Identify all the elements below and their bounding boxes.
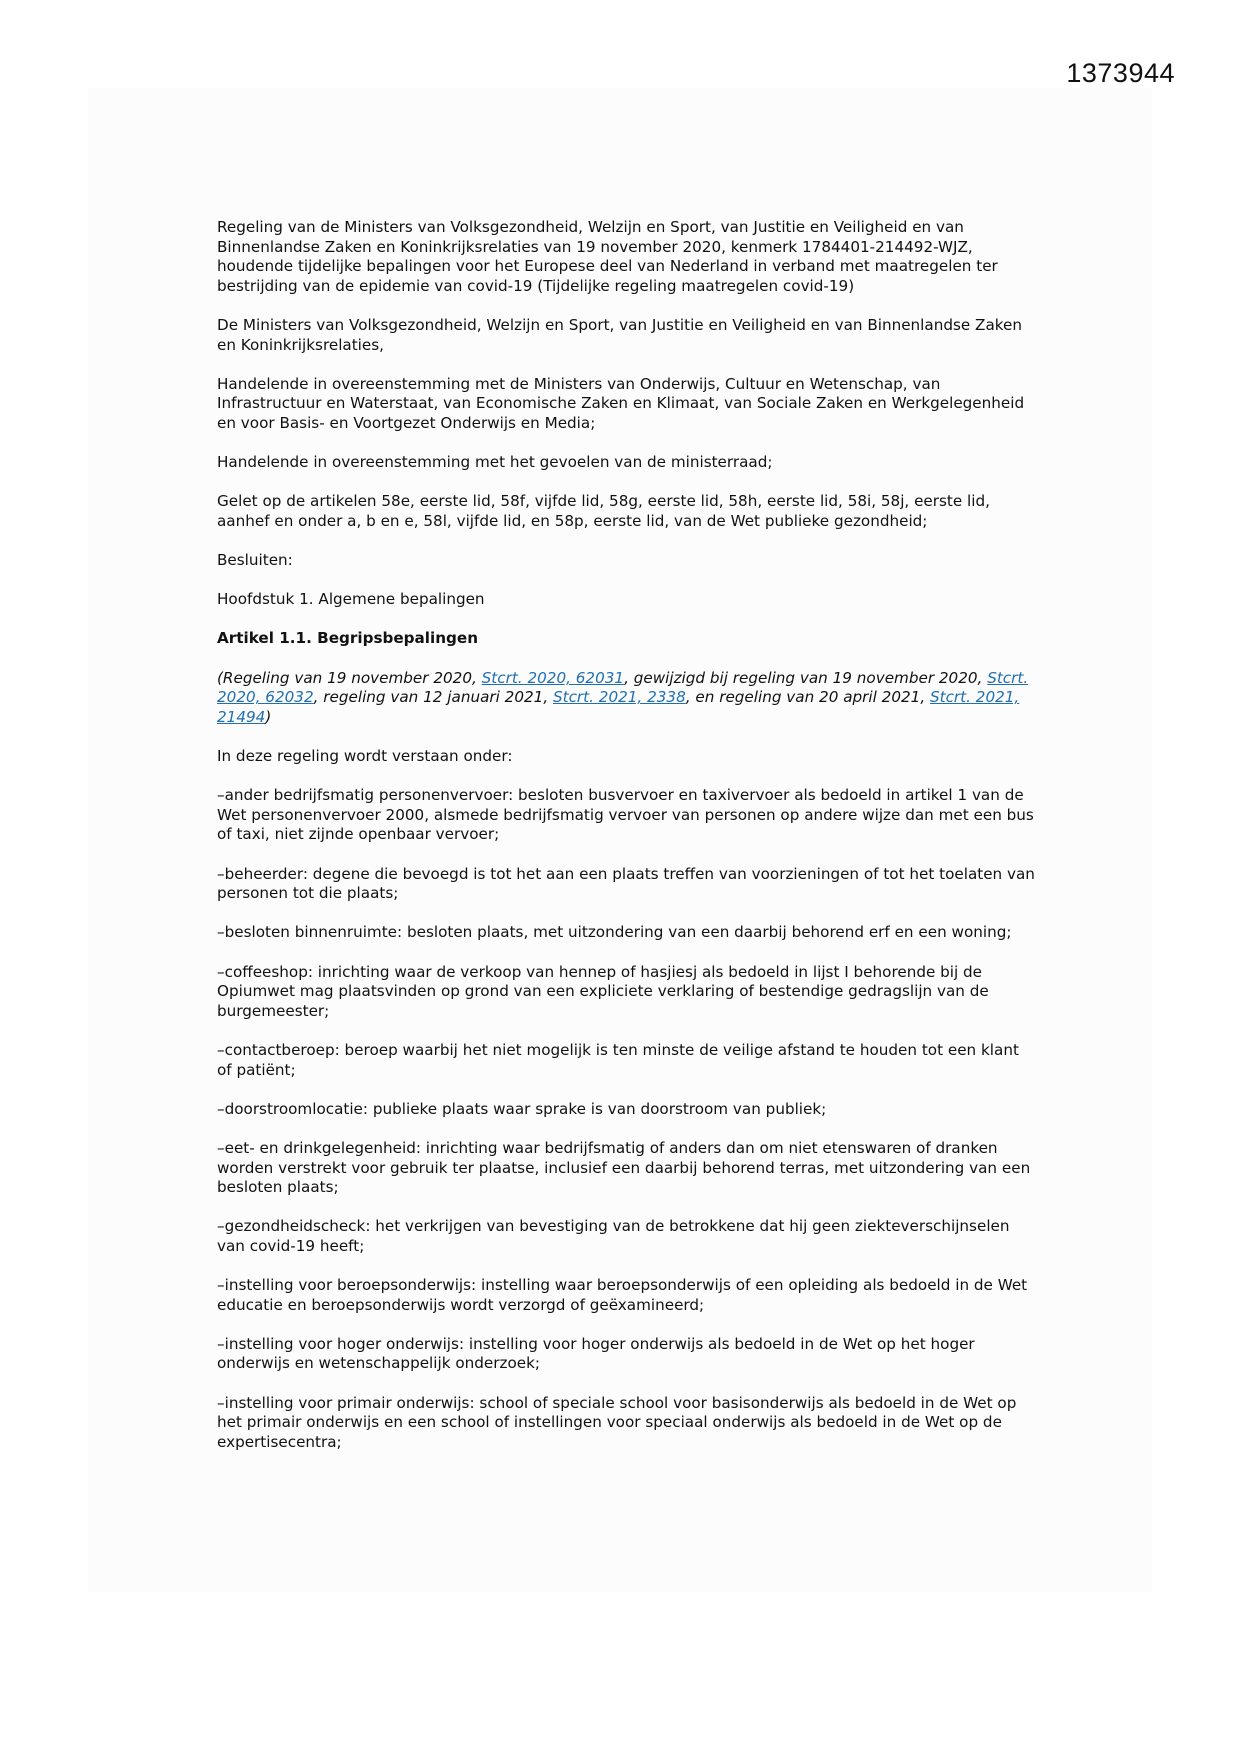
document-body (217, 218, 1037, 1472)
definition-item: –instelling voor hoger onderwijs: instelling voor hoger onderwijs als bedoeld in de Wet op het hoger onderwijs en wetenschappelijk onderzoek; (217, 1334, 975, 1373)
article-intro: In deze regeling wordt verstaan onder: (217, 747, 513, 766)
definition-item: –eet- en drinkgelegenheid: inrichting waar bedrijfsmatig of anders dan om niet etenswaren of dranken worden verstrekt voor gebruik ter plaatse, inclusief een daarbij behorend terras, met uitzondering van een besloten plaats; (217, 1138, 1031, 1197)
history-text: , regeling van 12 januari 2021, (313, 688, 553, 707)
history-text: , gewijzigd bij regeling van 19 november 2020, (624, 668, 988, 687)
article-history (217, 669, 1037, 728)
preamble-legal-basis: Gelet op de artikelen 58e, eerste lid, 58f, vijfde lid, 58g, eerste lid, 58h, eerste lid, 58i, 58j, eerste lid, aanhef en onder a, b en e, 58l, vijfde lid, en 58p, eerste lid, van de Wet publieke gezondheid; (217, 492, 990, 530)
preamble-ministers: De Ministers van Volksgezondheid, Welzijn en Sport, van Justitie en Veiligheid en van Binnenlandse Zaken en Koninkrijksrelaties, (217, 315, 1022, 354)
document-number: 1373944 (1066, 58, 1175, 88)
definition-item: –instelling voor beroepsonderwijs: instelling waar beroepsonderwijs of een opleiding als bedoeld in de Wet educatie en beroepsonderwijs wordt verzorgd of geëxamineerd; (217, 1276, 1028, 1314)
definition-item: –doorstroomlocatie: publieke plaats waar sprake is van doorstroom van publiek; (217, 1099, 827, 1118)
stcrt-link-2021-21494[interactable]: Stcrt. 2021, 21494 (217, 688, 1020, 726)
preamble-agreement-ministers: Handelende in overeenstemming met de Ministers van Onderwijs, Cultuur en Wetenschap, van Infrastructuur en Waterstaat, van Economische Zaken en Klimaat, van Sociale Zaken en Werkgelegenheid en voor Basis- en Voortgezet Onderwijs en Media; (217, 374, 1025, 432)
document-title: Regeling van de Ministers van Volksgezondheid, Welzijn en Sport, van Justitie en Veiligheid en van Binnenlandse Zaken en Koninkrijksrelaties van 19 november 2020, kenmerk 1784401-214492-WJZ, houdende tijdelijke bepalingen voor het Europese deel van Nederland in verband met maatregelen ter bestrijding van de epidemie van covid-19 (Tijdelijke regeling maatregelen covid-19) (217, 218, 998, 295)
definition-item: –coffeeshop: inrichting waar de verkoop van hennep of hasjiesj als bedoeld in lijst I behorende bij de Opiumwet mag plaatsvinden op grond van een expliciete verklaring of bestendige gedragslijn van de burgemeester; (217, 962, 989, 1020)
history-text: ) (265, 707, 272, 726)
stcrt-link-2021-2338[interactable]: Stcrt. 2021, 2338 (552, 688, 686, 707)
stcrt-link-2020-62031[interactable]: Stcrt. 2020, 62031 (481, 668, 625, 687)
definition-item: –gezondheidscheck: het verkrijgen van bevestiging van de betrokkene dat hij geen ziekteverschijnselen van covid-19 heeft; (217, 1217, 1010, 1255)
article-heading: Artikel 1.1. Begripsbepalingen (217, 629, 479, 648)
history-text: , en regeling van 20 april 2021, (685, 688, 930, 707)
definition-item: –besloten binnenruimte: besloten plaats, met uitzondering van een daarbij behorend erf en een woning; (217, 923, 1012, 942)
definition-item: –instelling voor primair onderwijs: school of speciale school voor basisonderwijs als bedoeld in de Wet op het primair onderwijs en een school of instellingen voor speciaal onderwijs als bedoeld in de Wet op de expertisecentra; (217, 1393, 1017, 1451)
history-text: (Regeling van 19 november 2020, (217, 668, 482, 687)
definition-item: –contactberoep: beroep waarbij het niet mogelijk is ten minste de veilige afstand te houden tot een klant of patiënt; (217, 1040, 1019, 1079)
definition-item: –beheerder: degene die bevoegd is tot het aan een plaats treffen van voorzieningen of tot het toelaten van personen tot die plaats; (217, 864, 1035, 903)
stcrt-link-2020-62032[interactable]: Stcrt. 2020, 62032 (217, 668, 1029, 707)
chapter-heading: Hoofdstuk 1. Algemene bepalingen (217, 590, 485, 609)
preamble-agreement-council: Handelende in overeenstemming met het gevoelen van de ministerraad; (217, 453, 773, 472)
definition-item: –ander bedrijfsmatig personenvervoer: besloten busvervoer en taxivervoer als bedoeld in artikel 1 van de Wet personenvervoer 2000, alsmede bedrijfsmatig vervoer van personen op andere wijze dan met een bus of taxi, niet zijnde openbaar vervoer; (217, 786, 1034, 844)
preamble-decision: Besluiten: (217, 551, 293, 570)
